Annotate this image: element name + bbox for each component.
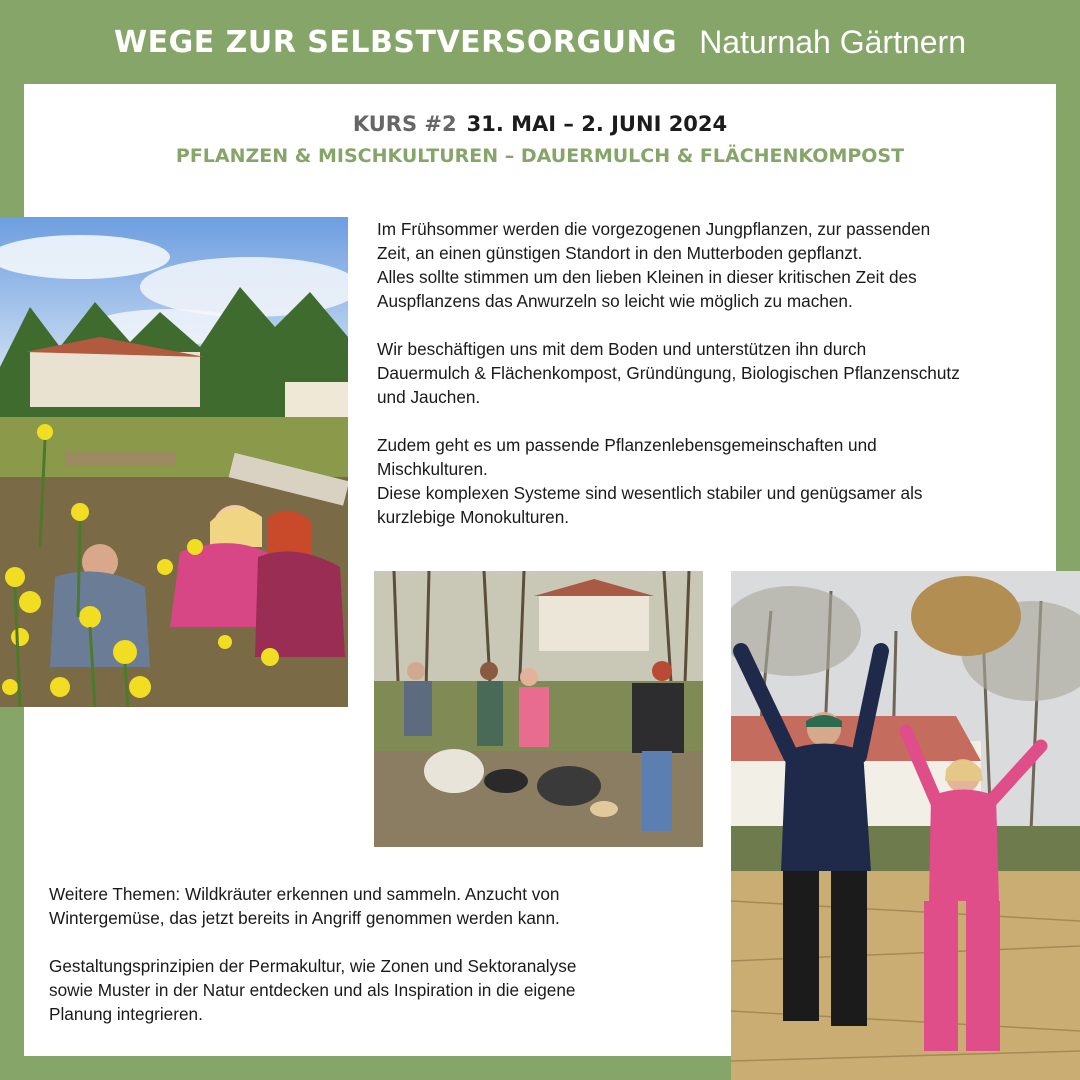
additional-paragraph-1: Weitere Themen: Wildkräuter erkennen und sammeln. Anzucht von Wintergemüse, das jetzt bereits in Angriff genommen werden kann. — [49, 884, 560, 928]
intro-paragraph-2: Wir beschäftigen uns mit dem Boden und unterstützen ihn durch Dauermulch & Flächenkompost, Gründüngung, Biologischen Pflanzenschutz und Jauchen. — [377, 339, 960, 407]
header-banner — [0, 0, 1080, 84]
additional-paragraph-2: Gestaltungsprinzipien der Permakultur, wie Zonen und Sektoranalyse sowie Muster in der Natur entdecken und als Inspiration in die eigene Planung integrieren. — [49, 956, 577, 1024]
brand-title: WEGE ZUR SELBSTVERSORGUNG — [113, 24, 678, 60]
course-topics: PFLANZEN & MISCHKULTUREN – DAUERMULCH & FLÄCHENKOMPOST — [175, 145, 905, 167]
intro-paragraph-1: Im Frühsommer werden die vorgezogenen Jungpflanzen, zur passenden Zeit, an einen günstigen Standort in den Mutterboden gepflanzt. Alles sollte stimmen um den lieben Kleinen in dieser kritischen Zeit des Auspflanzens das Anwurzeln so leicht wie möglich zu machen. — [377, 219, 931, 311]
intro-paragraph-3: Zudem geht es um passende Pflanzenlebensgemeinschaften und Mischkulturen. Diese komplexen Systeme sind wesentlich stabiler und genügsamer als kurzlebige Monokulturen. — [377, 435, 923, 527]
header-subtitle: Naturnah Gärtnern — [699, 23, 966, 60]
photo-throwing-straw — [731, 571, 1080, 1080]
course-date: 31. MAI – 2. JUNI 2024 — [466, 112, 728, 136]
course-line — [0, 112, 1080, 136]
additional-topics — [49, 882, 689, 1050]
course-number: KURS #2 — [352, 112, 457, 136]
photo-group-forest — [374, 571, 703, 847]
intro-text — [377, 217, 1037, 553]
photo-garden-planting — [0, 217, 348, 707]
